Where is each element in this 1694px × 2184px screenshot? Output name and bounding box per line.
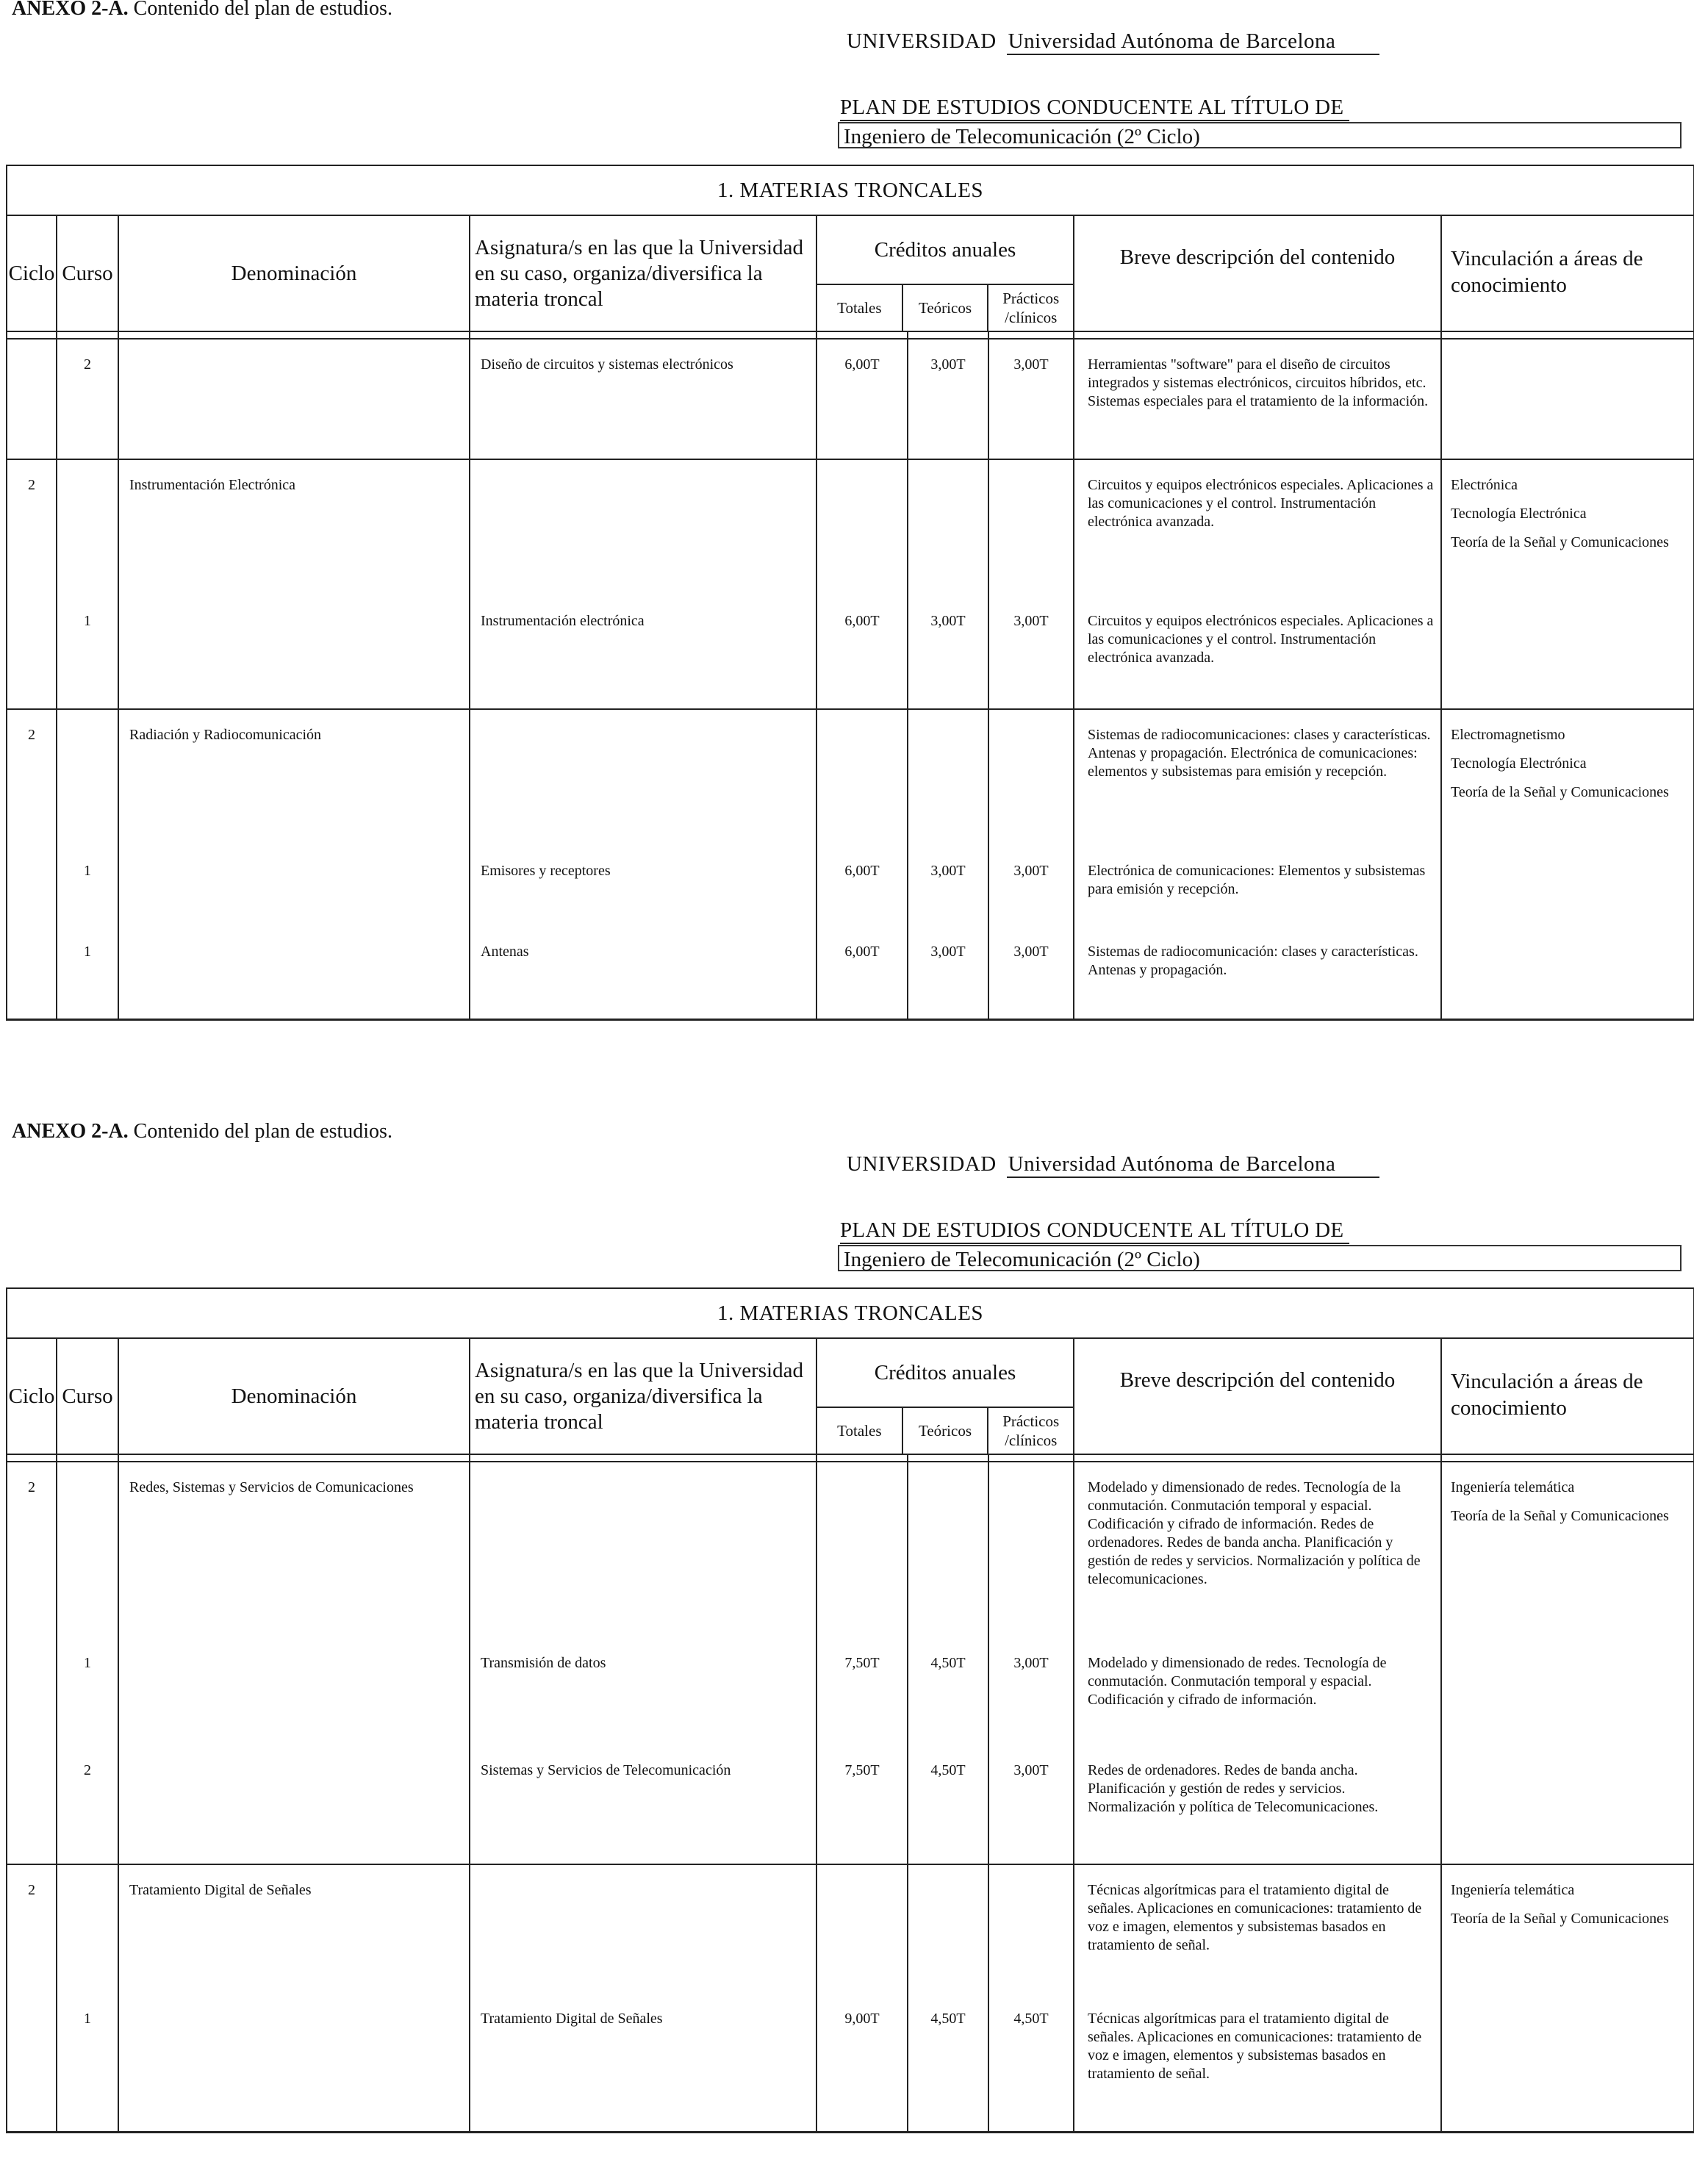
cell-teoricos: 3,00T xyxy=(908,846,988,927)
header-vinculacion: Vinculación a áreas de conocimiento xyxy=(1441,215,1694,331)
header-curso: Curso xyxy=(57,1338,118,1454)
titulo-box: Ingeniero de Telecomunicación (2º Ciclo) xyxy=(838,1245,1682,1271)
cell-practicos: 3,00T xyxy=(988,927,1074,1019)
cell-denominacion xyxy=(118,339,470,459)
cell-totales: 6,00T xyxy=(817,339,908,459)
cell-teoricos xyxy=(908,1462,988,1638)
cell-denominacion xyxy=(118,927,470,1019)
table-row xyxy=(7,339,1694,459)
cell-curso: 1 xyxy=(57,1994,118,2132)
cell-teoricos: 4,50T xyxy=(908,1638,988,1745)
cell-totales xyxy=(817,1864,908,1994)
plan-label: PLAN DE ESTUDIOS CONDUCENTE AL TÍTULO DE xyxy=(840,96,1349,121)
cell-denominacion: Radiación y Radiocomunicación xyxy=(118,709,470,846)
area-item: Tecnología Electrónica xyxy=(1451,755,1587,772)
cell-areas xyxy=(1441,1462,1694,1638)
cell-totales: 6,00T xyxy=(817,927,908,1019)
header-practicos: Prácticos /clínicos xyxy=(1002,1412,1060,1449)
header-totales: Totales xyxy=(817,1408,903,1454)
area-item: Teoría de la Señal y Comunicaciones xyxy=(1451,534,1669,550)
cell-areas xyxy=(1441,927,1694,1019)
cell-curso: 2 xyxy=(57,1745,118,1864)
area-item: Teoría de la Señal y Comunicaciones xyxy=(1451,1508,1669,1524)
header-denominacion: Denominación xyxy=(118,215,470,331)
cell-ciclo: 2 xyxy=(7,1864,57,1994)
area-item: Teoría de la Señal y Comunicaciones xyxy=(1451,784,1669,800)
cell-ciclo: 2 xyxy=(7,1462,57,1638)
header-vinculacion: Vinculación a áreas de conocimiento xyxy=(1441,1338,1694,1454)
cell-ciclo: 2 xyxy=(7,459,57,596)
header-creditos xyxy=(817,215,1074,331)
header-totales: Totales xyxy=(817,285,903,331)
cell-descripcion: Circuitos y equipos electrónicos especiales. Aplicaciones a las comunicaciones y el control. Instrumentación electrónica avanzada. xyxy=(1074,459,1441,596)
cell-areas xyxy=(1441,1745,1694,1864)
cell-totales: 7,50T xyxy=(817,1745,908,1864)
table-row xyxy=(7,1994,1694,2132)
cell-asignatura xyxy=(470,709,817,846)
cell-teoricos xyxy=(908,709,988,846)
cell-descripcion: Herramientas "software" para el diseño de circuitos integrados y sistemas electrónicos, circuitos híbridos, etc. Sistemas especiales para el tratamiento de la información. xyxy=(1074,339,1441,459)
universidad-line xyxy=(847,1152,1379,1178)
anexo-text: Contenido del plan de estudios. xyxy=(128,0,392,20)
cell-curso: 2 xyxy=(57,339,118,459)
cell-practicos xyxy=(988,1864,1074,1994)
cell-asignatura: Tratamiento Digital de Señales xyxy=(470,1994,817,2132)
cell-ciclo xyxy=(7,1994,57,2132)
header-practicos: Prácticos /clínicos xyxy=(1002,290,1060,326)
table-row xyxy=(7,1864,1694,1994)
cell-totales xyxy=(817,709,908,846)
cell-descripcion: Redes de ordenadores. Redes de banda ancha. Planificación y gestión de redes y servicios. Normalización y política de Telecomunicaciones. xyxy=(1074,1745,1441,1864)
header-asignatura: Asignatura/s en las que la Universidad en su caso, organiza/diversifica la materia troncal xyxy=(470,1338,817,1454)
cell-teoricos: 4,50T xyxy=(908,1745,988,1864)
cell-denominacion xyxy=(118,596,470,709)
cell-practicos: 3,00T xyxy=(988,1745,1074,1864)
cell-teoricos: 3,00T xyxy=(908,339,988,459)
cell-areas xyxy=(1441,339,1694,459)
header-creditos-title: Créditos anuales xyxy=(817,1339,1073,1408)
cell-asignatura xyxy=(470,1462,817,1638)
cell-denominacion: Tratamiento Digital de Señales xyxy=(118,1864,470,1994)
cell-totales xyxy=(817,459,908,596)
cell-asignatura xyxy=(470,1864,817,1994)
cell-practicos: 3,00T xyxy=(988,339,1074,459)
universidad-label: UNIVERSIDAD xyxy=(847,1152,997,1176)
cell-curso xyxy=(57,1864,118,1994)
plan-label: PLAN DE ESTUDIOS CONDUCENTE AL TÍTULO DE xyxy=(840,1218,1349,1244)
header-ciclo: Ciclo xyxy=(7,1338,57,1454)
header-teoricos: Teóricos xyxy=(903,1408,989,1454)
cell-practicos xyxy=(988,709,1074,846)
table-row xyxy=(7,927,1694,1019)
titulo-box: Ingeniero de Telecomunicación (2º Ciclo) xyxy=(838,122,1682,148)
table-row xyxy=(7,1462,1694,1638)
cell-areas xyxy=(1441,459,1694,596)
cell-curso: 1 xyxy=(57,927,118,1019)
cell-denominacion: Redes, Sistemas y Servicios de Comunicaciones xyxy=(118,1462,470,1638)
cell-curso: 1 xyxy=(57,1638,118,1745)
materias-table xyxy=(6,165,1694,1021)
table-row xyxy=(7,709,1694,846)
cell-descripcion: Electrónica de comunicaciones: Elementos y subsistemas para emisión y recepción. xyxy=(1074,846,1441,927)
cell-denominacion xyxy=(118,1994,470,2132)
cell-descripcion: Sistemas de radiocomunicación: clases y características. Antenas y propagación. xyxy=(1074,927,1441,1019)
area-item: Ingeniería telemática xyxy=(1451,1882,1575,1898)
cell-totales: 6,00T xyxy=(817,596,908,709)
cell-areas xyxy=(1441,709,1694,846)
cell-areas xyxy=(1441,1994,1694,2132)
table-row xyxy=(7,459,1694,596)
cell-areas xyxy=(1441,1638,1694,1745)
anexo-label: ANEXO 2-A. xyxy=(12,1120,129,1143)
cell-asignatura: Antenas xyxy=(470,927,817,1019)
table-row xyxy=(7,1745,1694,1864)
area-item: Electromagnetismo xyxy=(1451,727,1565,743)
materias-table xyxy=(6,1287,1694,2133)
universidad-value: Universidad Autónoma de Barcelona xyxy=(1007,1152,1380,1178)
cell-curso: 1 xyxy=(57,596,118,709)
cell-asignatura: Emisores y receptores xyxy=(470,846,817,927)
cell-asignatura: Sistemas y Servicios de Telecomunicación xyxy=(470,1745,817,1864)
cell-teoricos xyxy=(908,1864,988,1994)
header-ciclo: Ciclo xyxy=(7,215,57,331)
anexo-label: ANEXO 2-A. xyxy=(12,0,129,20)
table-row xyxy=(7,1638,1694,1745)
area-item: Electrónica xyxy=(1451,477,1518,493)
area-item: Teoría de la Señal y Comunicaciones xyxy=(1451,1911,1669,1927)
cell-ciclo xyxy=(7,1745,57,1864)
cell-asignatura: Instrumentación electrónica xyxy=(470,596,817,709)
cell-ciclo: 2 xyxy=(7,709,57,846)
cell-ciclo xyxy=(7,927,57,1019)
header-denominacion: Denominación xyxy=(118,1338,470,1454)
table-row xyxy=(7,596,1694,709)
cell-totales: 9,00T xyxy=(817,1994,908,2132)
universidad-value: Universidad Autónoma de Barcelona xyxy=(1007,29,1380,55)
cell-practicos: 3,00T xyxy=(988,596,1074,709)
cell-asignatura: Diseño de circuitos y sistemas electrónicos xyxy=(470,339,817,459)
area-item: Tecnología Electrónica xyxy=(1451,506,1587,522)
cell-practicos xyxy=(988,1462,1074,1638)
cell-descripcion: Modelado y dimensionado de redes. Tecnología de la conmutación. Conmutación temporal y espacial. Codificación y cifrado de información. Redes de ordenadores. Redes de banda ancha. Planificación y gestión de redes y servicios. Normalización y política de telecomunicaciones. xyxy=(1074,1462,1441,1638)
table-banner: 1. MATERIAS TRONCALES xyxy=(7,1288,1694,1338)
cell-descripcion: Técnicas algorítmicas para el tratamiento digital de señales. Aplicaciones en comunicaciones: tratamiento de voz e imagen, elementos y subsistemas basados en tratamiento de señal. xyxy=(1074,1864,1441,1994)
cell-practicos: 4,50T xyxy=(988,1994,1074,2132)
cell-curso xyxy=(57,459,118,596)
cell-descripcion: Sistemas de radiocomunicaciones: clases y características. Antenas y propagación. Electrónica de comunicaciones: elementos y subsistemas para emisión y recepción. xyxy=(1074,709,1441,846)
anexo-text: Contenido del plan de estudios. xyxy=(128,1120,392,1143)
cell-teoricos: 3,00T xyxy=(908,927,988,1019)
cell-descripcion: Modelado y dimensionado de redes. Tecnología de conmutación. Conmutación temporal y espacial. Codificación y cifrado de información. xyxy=(1074,1638,1441,1745)
cell-denominacion xyxy=(118,846,470,927)
header-breve: Breve descripción del contenido xyxy=(1074,1338,1441,1454)
cell-totales xyxy=(817,1462,908,1638)
header-breve: Breve descripción del contenido xyxy=(1074,215,1441,331)
cell-teoricos: 3,00T xyxy=(908,596,988,709)
cell-curso xyxy=(57,1462,118,1638)
cell-denominacion xyxy=(118,1745,470,1864)
cell-practicos: 3,00T xyxy=(988,846,1074,927)
header-creditos xyxy=(817,1338,1074,1454)
cell-areas xyxy=(1441,596,1694,709)
cell-denominacion xyxy=(118,1638,470,1745)
cell-teoricos: 4,50T xyxy=(908,1994,988,2132)
cell-ciclo xyxy=(7,339,57,459)
table-row xyxy=(7,846,1694,927)
universidad-line xyxy=(847,29,1379,55)
header-asignatura: Asignatura/s en las que la Universidad en su caso, organiza/diversifica la materia troncal xyxy=(470,215,817,331)
cell-totales: 6,00T xyxy=(817,846,908,927)
header-creditos-title: Créditos anuales xyxy=(817,216,1073,285)
cell-descripcion: Circuitos y equipos electrónicos especiales. Aplicaciones a las comunicaciones y el control. Instrumentación electrónica avanzada. xyxy=(1074,596,1441,709)
universidad-label: UNIVERSIDAD xyxy=(847,29,997,53)
anexo-heading xyxy=(12,0,392,21)
cell-denominacion: Instrumentación Electrónica xyxy=(118,459,470,596)
table-banner: 1. MATERIAS TRONCALES xyxy=(7,165,1694,215)
cell-ciclo xyxy=(7,596,57,709)
cell-areas xyxy=(1441,1864,1694,1994)
cell-practicos xyxy=(988,459,1074,596)
cell-asignatura xyxy=(470,459,817,596)
cell-curso: 1 xyxy=(57,846,118,927)
cell-teoricos xyxy=(908,459,988,596)
cell-ciclo xyxy=(7,1638,57,1745)
cell-areas xyxy=(1441,846,1694,927)
cell-descripcion: Técnicas algorítmicas para el tratamiento digital de señales. Aplicaciones en comunicaciones: tratamiento de voz e imagen, elementos y subsistemas basados en tratamiento de señal. xyxy=(1074,1994,1441,2132)
cell-ciclo xyxy=(7,846,57,927)
anexo-heading xyxy=(12,1120,392,1143)
cell-curso xyxy=(57,709,118,846)
header-curso: Curso xyxy=(57,215,118,331)
area-item: Ingeniería telemática xyxy=(1451,1479,1575,1495)
cell-asignatura: Transmisión de datos xyxy=(470,1638,817,1745)
cell-totales: 7,50T xyxy=(817,1638,908,1745)
cell-practicos: 3,00T xyxy=(988,1638,1074,1745)
header-teoricos: Teóricos xyxy=(903,285,989,331)
